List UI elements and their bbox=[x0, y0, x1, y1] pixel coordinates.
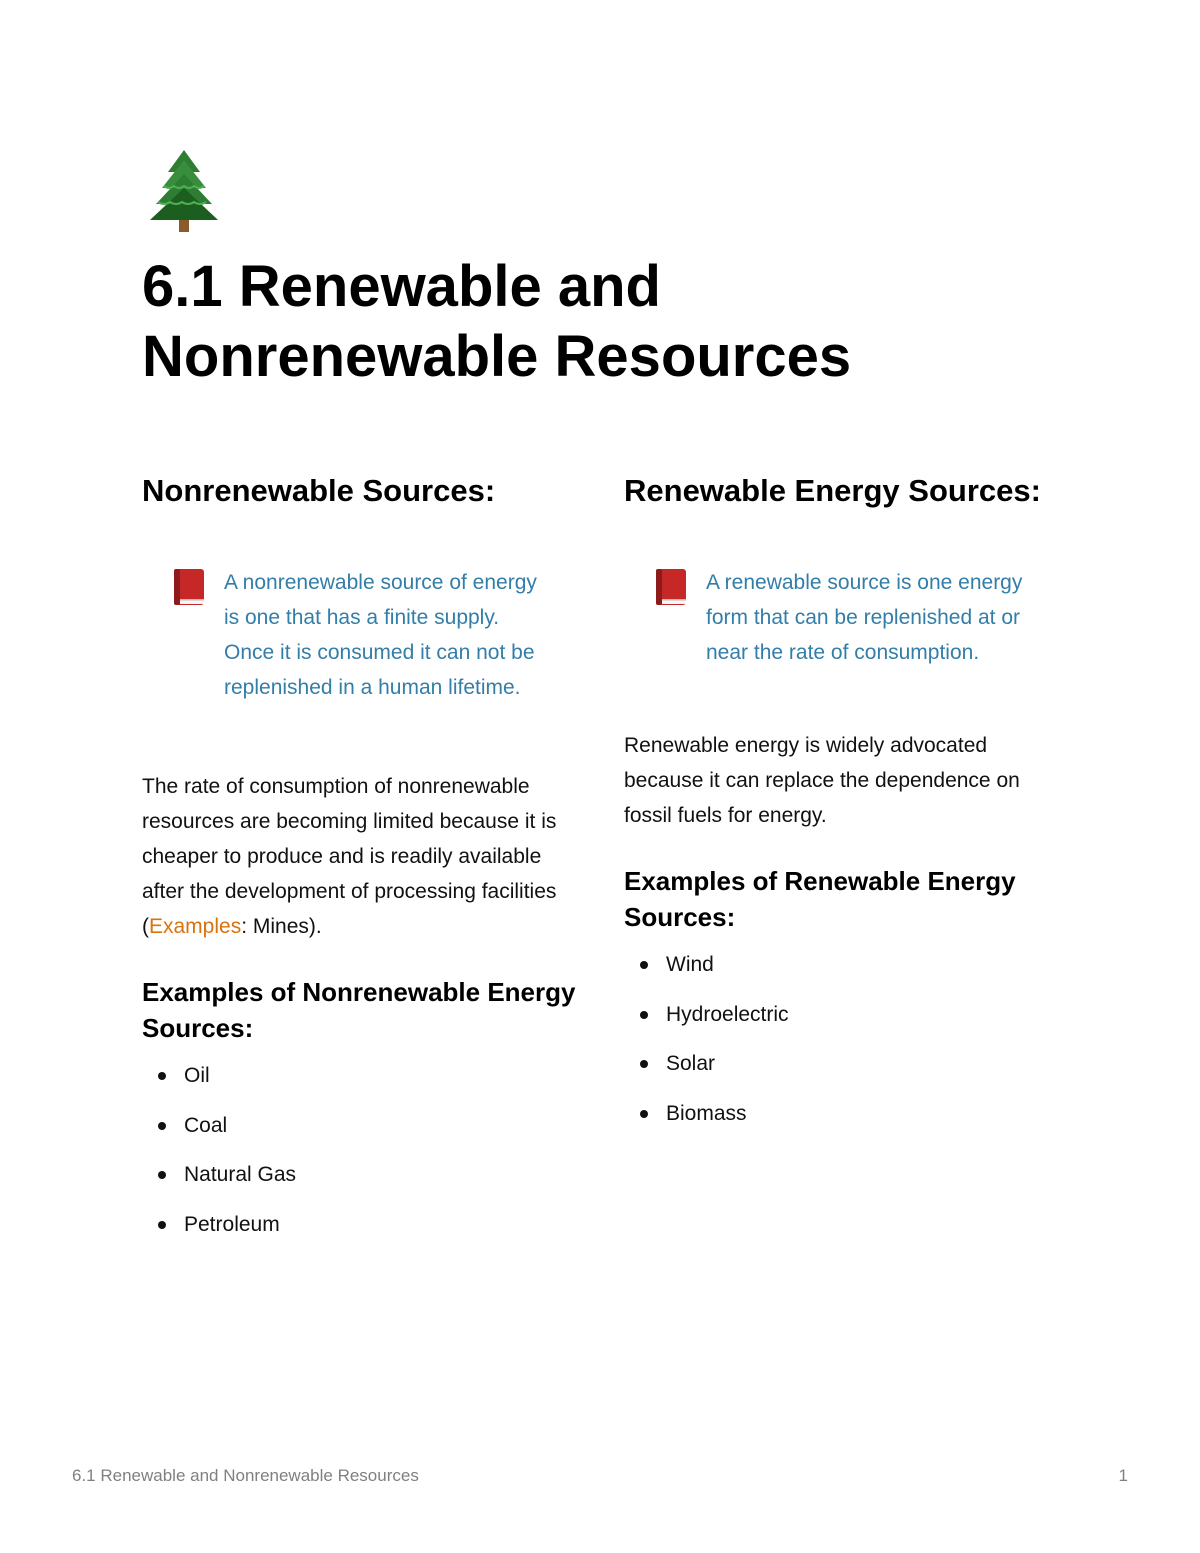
nonrenewable-heading: Nonrenewable Sources: bbox=[142, 473, 496, 508]
renewable-paragraph: Renewable energy is widely advocated because it can replace the dependence on fossil fuels for energy. bbox=[624, 734, 1020, 827]
list-item-label: Solar bbox=[666, 1052, 716, 1075]
list-item-label: Coal bbox=[184, 1113, 228, 1137]
nonrenewable-callout bbox=[142, 565, 582, 705]
bullet-icon bbox=[640, 961, 648, 969]
list-item bbox=[142, 1110, 582, 1160]
bullet-icon bbox=[640, 1060, 648, 1068]
bullet-icon bbox=[158, 1221, 166, 1229]
paragraph-text-end: : Mines). bbox=[241, 915, 322, 938]
list-item bbox=[142, 1209, 582, 1259]
list-item-label: Wind bbox=[666, 953, 714, 976]
renewable-callout bbox=[624, 565, 1064, 670]
list-item bbox=[624, 1048, 1064, 1098]
list-item-label: Biomass bbox=[666, 1101, 747, 1125]
list-item-label: Petroleum bbox=[184, 1212, 280, 1236]
page-title: 6.1 Renewable and Nonrenewable Resources bbox=[142, 254, 852, 389]
nonrenewable-examples-heading: Examples of Nonrenewable Energy Sources: bbox=[142, 977, 576, 1043]
list-item-label: Hydroelectric bbox=[666, 1002, 789, 1026]
page-number: 1 bbox=[1118, 1466, 1128, 1485]
list-item-label: Oil bbox=[184, 1064, 210, 1087]
nonrenewable-paragraph bbox=[142, 769, 582, 944]
evergreen-tree-icon bbox=[142, 146, 226, 238]
bullet-icon bbox=[640, 1110, 648, 1118]
list-item bbox=[624, 949, 1064, 999]
red-book-icon bbox=[652, 567, 690, 607]
list-item bbox=[624, 999, 1064, 1049]
examples-highlight: Examples bbox=[149, 915, 242, 938]
renewable-examples-list bbox=[624, 949, 1064, 1147]
paragraph-text: The rate of consumption of nonrenewable resources are becoming limited because it is cheaper to produce and is readily available after the development of processing facilities ( bbox=[142, 775, 557, 938]
bullet-icon bbox=[158, 1072, 166, 1080]
nonrenewable-definition: A nonrenewable source of energy is one that has a finite supply. Once it is consumed it can not be replenished in a human lifetime. bbox=[224, 571, 537, 699]
list-item-label: Natural Gas bbox=[184, 1163, 297, 1186]
nonrenewable-column bbox=[142, 470, 582, 1258]
renewable-definition: A renewable source is one energy form that can be replenished at or near the rate of consumption. bbox=[706, 571, 1023, 664]
bullet-icon bbox=[158, 1171, 166, 1179]
list-item bbox=[624, 1098, 1064, 1148]
renewable-column bbox=[624, 470, 1064, 1147]
red-book-icon bbox=[170, 567, 208, 607]
nonrenewable-examples-list bbox=[142, 1060, 582, 1258]
renewable-examples-heading: Examples of Renewable Energy Sources: bbox=[624, 866, 1016, 932]
footer-title: 6.1 Renewable and Nonrenewable Resources bbox=[72, 1466, 419, 1485]
list-item bbox=[142, 1159, 582, 1209]
bullet-icon bbox=[158, 1122, 166, 1130]
bullet-icon bbox=[640, 1011, 648, 1019]
list-item bbox=[142, 1060, 582, 1110]
renewable-heading: Renewable Energy Sources: bbox=[624, 473, 1041, 508]
